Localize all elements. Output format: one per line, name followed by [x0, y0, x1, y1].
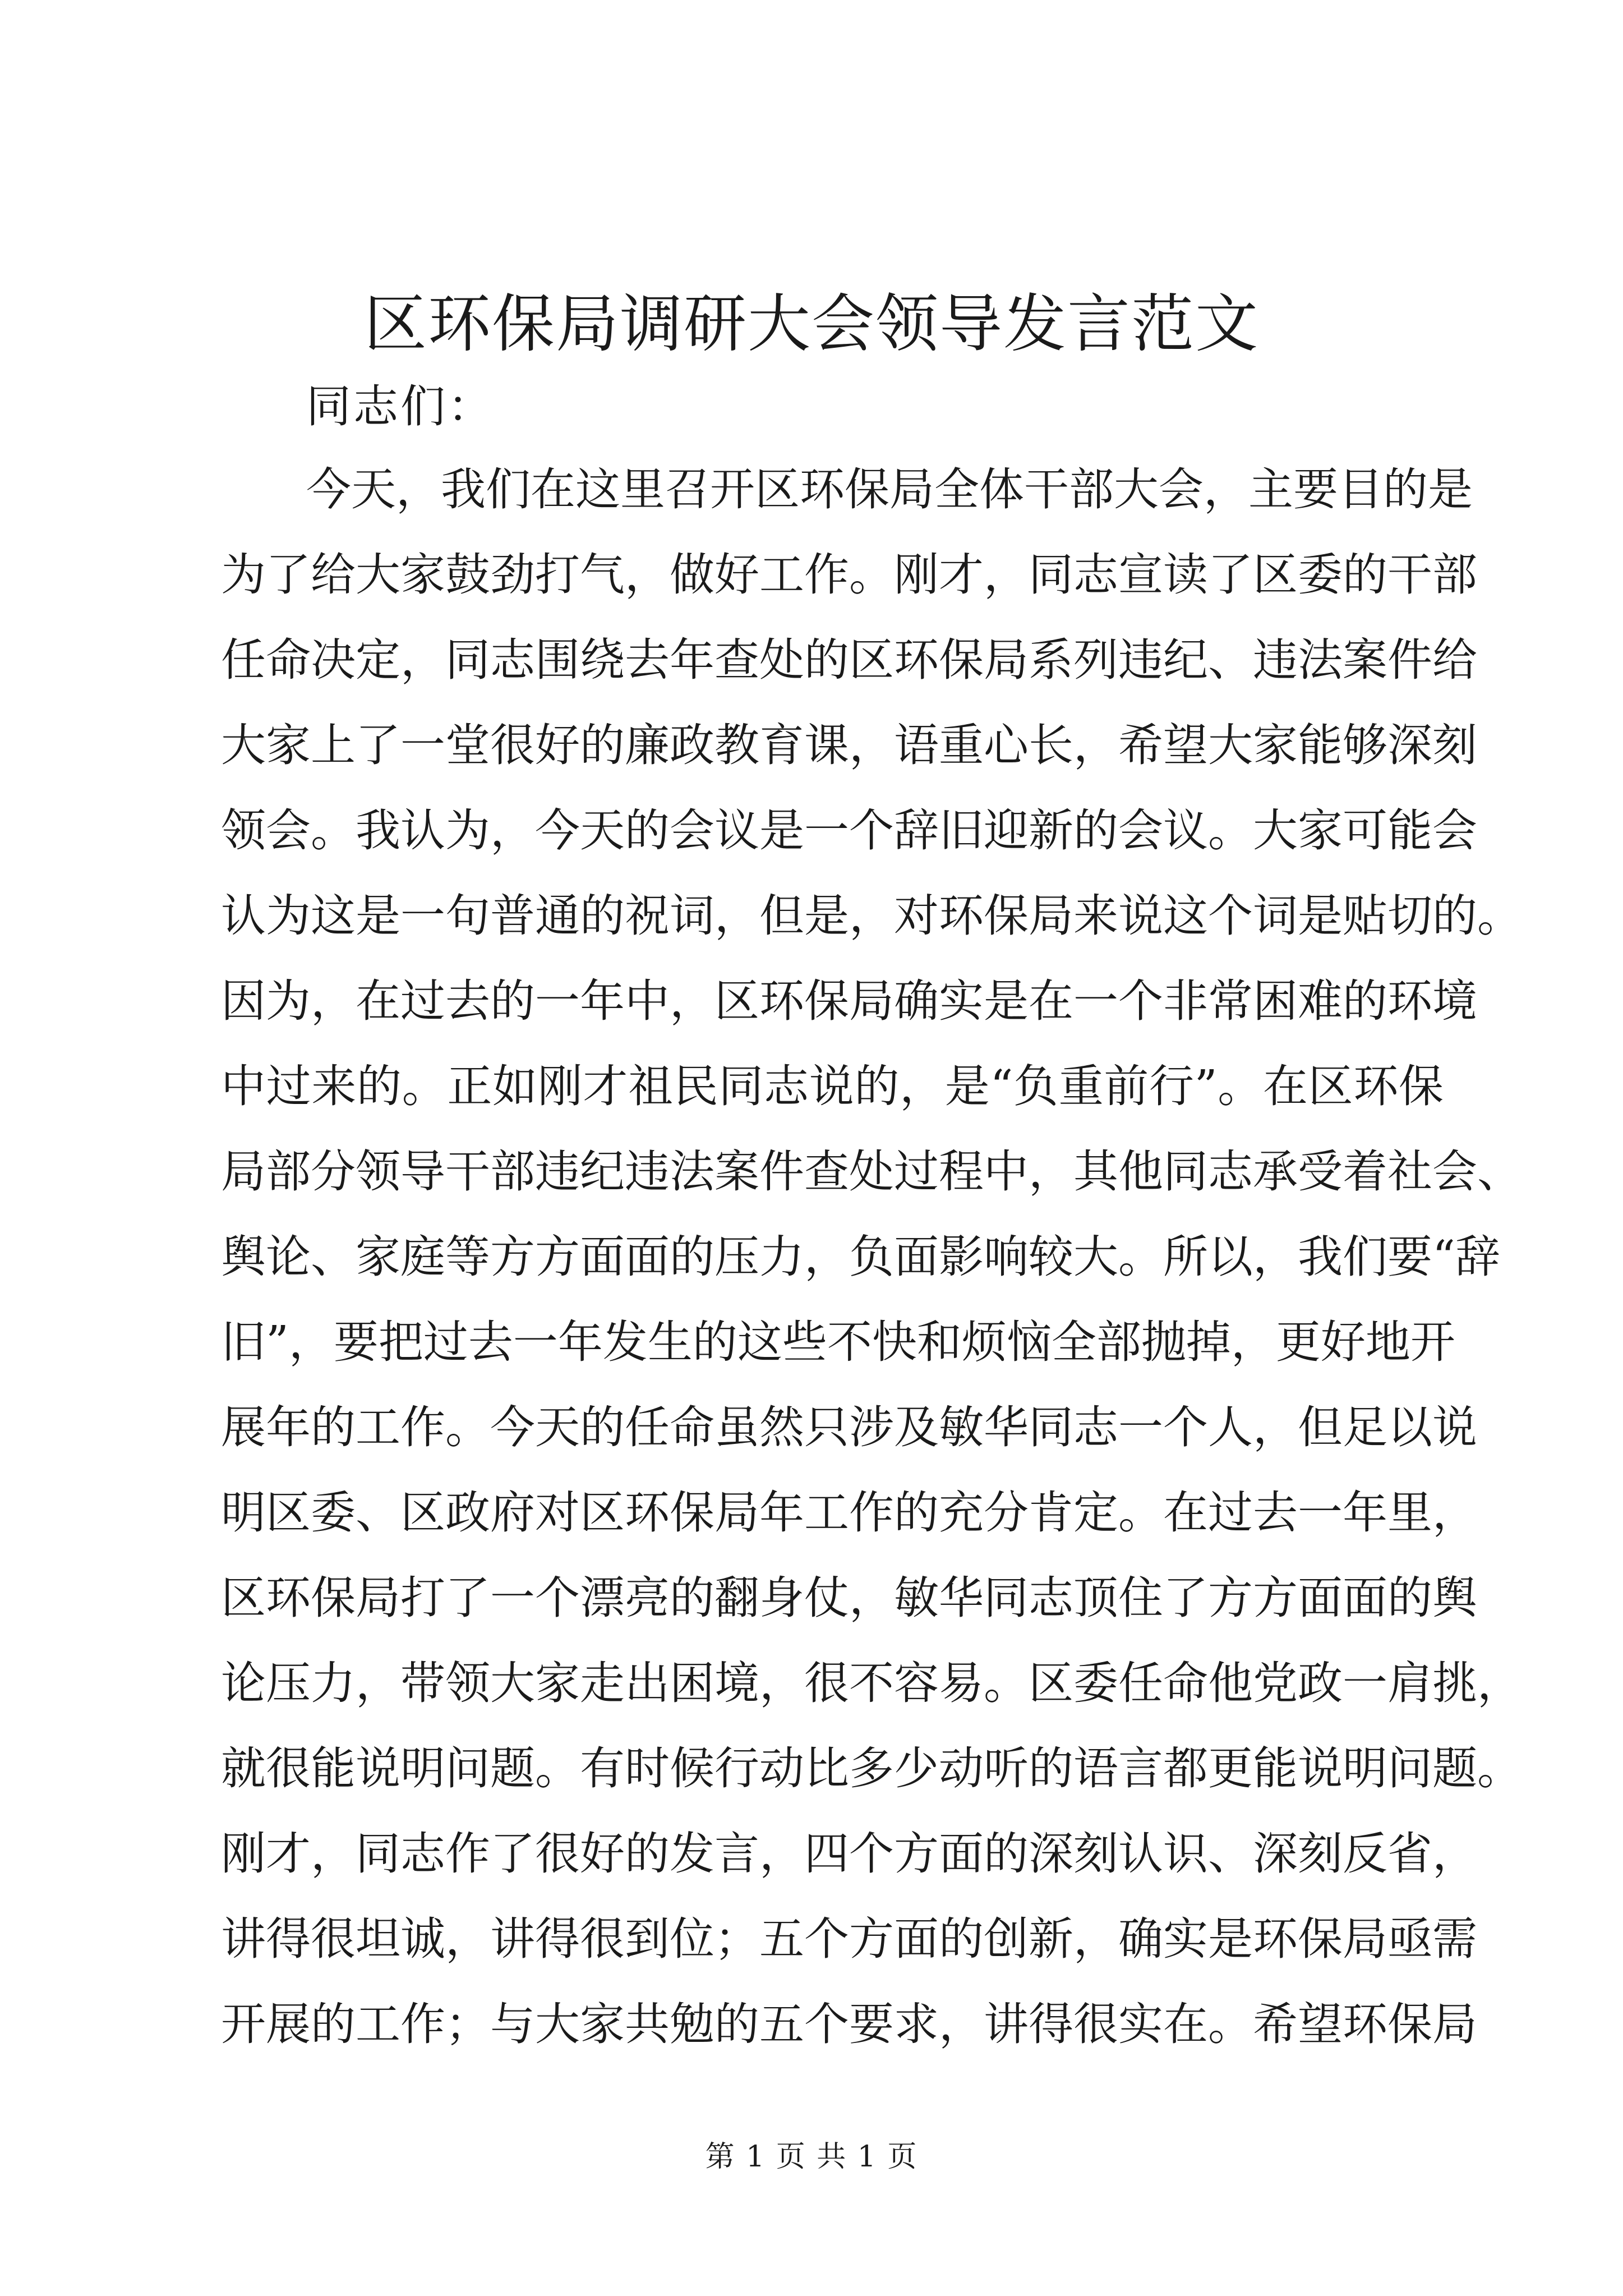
- body-line: 区环保局打了一个漂亮的翻身仗，敏华同志顶住了方方面面的舆: [221, 1572, 1477, 1624]
- body-line: 任命决定，同志围绕去年查处的区环保局系列违纪、违法案件给: [221, 634, 1477, 686]
- body-line: 展年的工作。今天的任命虽然只涉及敏华同志一个人，但足以说: [221, 1401, 1477, 1453]
- body-line: 论压力，带领大家走出困境，很不容易。区委任命他党政一肩挑，: [221, 1657, 1522, 1709]
- body-line: 为了给大家鼓劲打气，做好工作。刚才，同志宣读了区委的干部: [221, 549, 1477, 601]
- body-line: 因为，在过去的一年中，区环保局确实是在一个非常困难的环境: [221, 975, 1477, 1027]
- body-line: 舆论、家庭等方方面面的压力，负面影响较大。所以，我们要“辞: [221, 1231, 1500, 1283]
- body-line: 就很能说明问题。有时候行动比多少动听的语言都更能说明问题。: [221, 1742, 1522, 1795]
- body-line: 旧”，要把过去一年发生的这些不快和烦恼全部抛掉，更好地开: [221, 1316, 1455, 1368]
- body-line: 刚才，同志作了很好的发言，四个方面的深刻认识、深刻反省，: [221, 1828, 1477, 1880]
- document-title: 区环保局调研大会领导发言范文: [364, 288, 1259, 361]
- body-line: 认为这是一句普通的祝词，但是，对环保局来说这个词是贴切的。: [221, 890, 1522, 942]
- body-line: 今天，我们在这里召开区环保局全体干部大会，主要目的是: [306, 463, 1473, 516]
- body-line: 讲得很坦诚，讲得很到位；五个方面的创新，确实是环保局亟需: [221, 1913, 1477, 1965]
- body-line: 明区委、区政府对区环保局年工作的充分肯定。在过去一年里，: [221, 1487, 1477, 1539]
- salutation: 同志们：: [306, 380, 495, 432]
- body-line: 开展的工作；与大家共勉的五个要求，讲得很实在。希望环保局: [221, 1998, 1477, 2050]
- page-footer: 第 1 页 共 1 页: [705, 2140, 918, 2174]
- body-line: 领会。我认为，今天的会议是一个辞旧迎新的会议。大家可能会: [221, 804, 1477, 857]
- body-line: 局部分领导干部违纪违法案件查处过程中，其他同志承受着社会、: [221, 1145, 1522, 1198]
- body-text: [221, 459, 1522, 2079]
- body-line: 中过来的。正如刚才祖民同志说的，是“负重前行”。在区环保: [221, 1060, 1444, 1112]
- body-line: 大家上了一堂很好的廉政教育课，语重心长，希望大家能够深刻: [221, 719, 1477, 771]
